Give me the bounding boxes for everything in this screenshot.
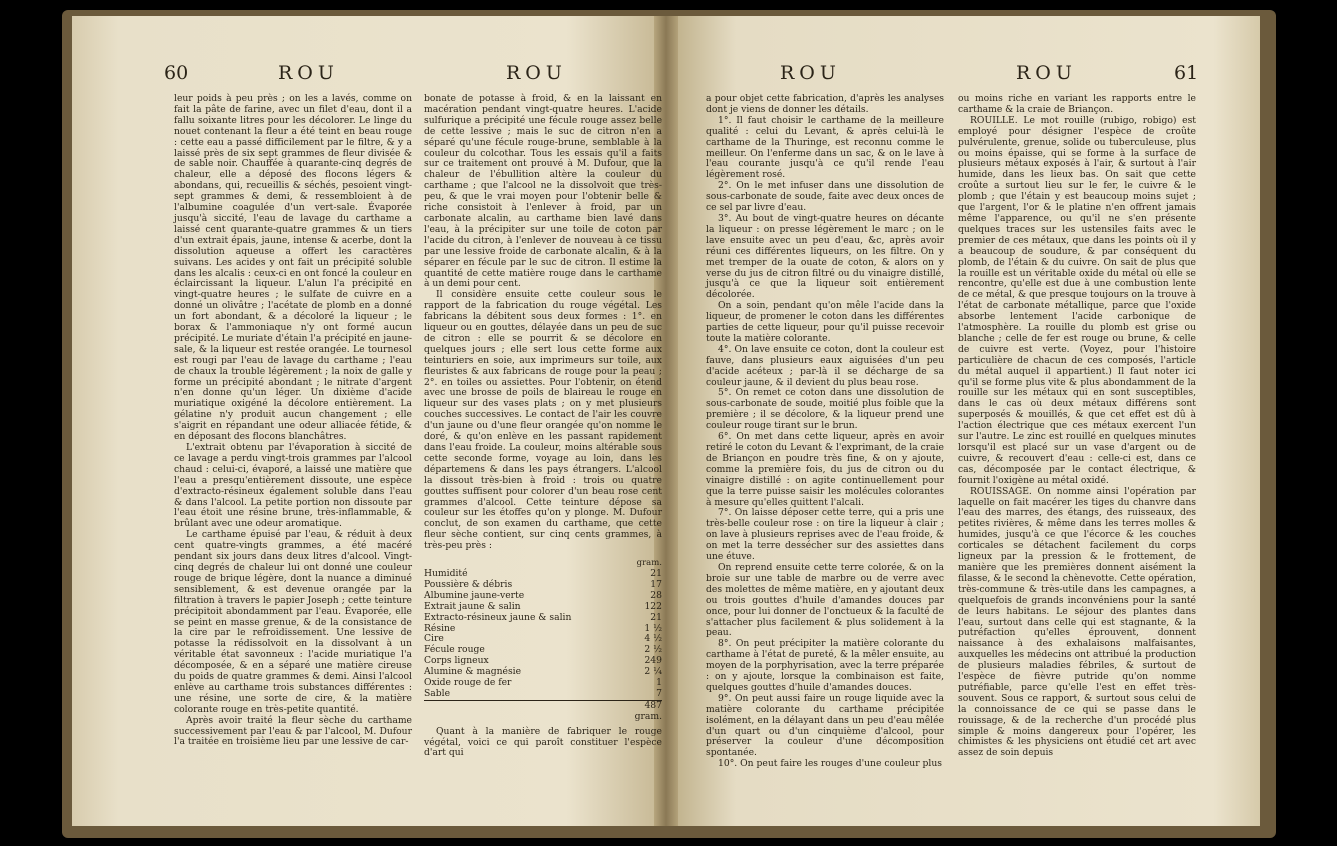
ingredient-label: Extrait jaune & salin [424, 600, 521, 612]
table-total-row [424, 700, 662, 722]
paragraph: a pour objet cette fabrication, d'après les analyses dont je viens de donner les détails. [706, 93, 944, 115]
paragraph: 4°. On lave ensuite ce coton, dont la couleur est fauve, dans plusieurs eaux aiguisées d'un peu d'acide acéteux ; par-là il se décharge de sa couleur jaune, & il devient du plus beau rose. [706, 343, 944, 388]
running-head: ROU [506, 62, 567, 84]
paragraph: 1°. Il faut choisir le carthame de la meilleure qualité : celui du Levant, & après celui-là le carthame de la Thuringe, est reconnu comme le meilleur. On l'enferme dans un sac, & on le lave à l'eau courante jusqu'à ce qu'il rende l'eau légèrement rosé. [706, 114, 944, 181]
ingredient-label: Albumine jaune-verte [424, 589, 525, 601]
paragraph: On reprend ensuite cette terre colorée, & on la broie sur une table de marbre ou de verre avec des molettes de même matière, en y ajoutant deux ou trois gouttes d'huile d'amandes douces par once, pour lui donner de l'onctueux & la faculté de s'attacher plus facilement & plus solidement à la peau. [706, 561, 944, 639]
paragraph: Le carthame épuisé par l'eau, & réduit à deux cent quatre-vingts grammes, a été macéré pendant six jours dans deux litres d'alcool. Vingt-cinq degrés de chaleur lui ont donné une couleur rouge de brique légère, dont la nuance a diminué sensiblement, & est devenue orangée par la filtration à travers le papier Joseph ; cette teinture précipitoit abondamment par l'eau. Évaporée, elle se peint en masse grenue, & de la consistance de la cire par le refroidissement. Une lessive de potasse la rédissolvoit en la dissolvant à un véritable état savonneux : l'acide muriatique l'a décomposée, & en a séparé une matière cireuse du poids de quatre grammes & demi. Ainsi l'alcool enlève au carthame trois substances différentes : une résine, une sorte de cire, & la matière colorante rouge en très-petite quantité. [174, 529, 412, 715]
page-number: 60 [164, 62, 189, 84]
running-head: ROU [780, 62, 841, 84]
ingredient-value: 2 ½ [644, 644, 662, 656]
paragraph: 10°. On peut faire les rouges d'une couleur plus [718, 758, 942, 770]
table-row [424, 613, 662, 624]
composition-table [424, 558, 662, 723]
left-page-column-1 [174, 94, 412, 748]
paragraph: bonate de potasse à froid, & en la laissant en macération pendant vingt-quatre heures. L'acide sulfurique a précipité une fécule rouge assez belle de cette lessive ; mais le suc de citron n'en a séparé qu'une fécule rouge-brune, semblable à la couleur du colcothar. Tous les essais qu'il a faits sur ce traitement ont prouvé à M. Dufour, que la chaleur de l'ébullition altère la couleur du carthame ; que l'alcool ne la dissolvoit que très-peu, & que le vrai moyen pour l'obtenir belle & riche consistoit à l'enlever à froid, par un carbonate alcalin, au carthame bien lavé dans l'eau, à la précipiter sur une toile de coton par l'acide du citron, à l'enlever de nouveau à ce tissu par une lessive froide de carbonate alcalin, & à la séparer en fécule par le suc de citron. Il estime la quantité de cette matière rouge dans le carthame à un demi pour cent. [424, 93, 662, 290]
ingredient-value: 21 [650, 567, 662, 579]
paragraph: 7°. On laisse déposer cette terre, qui a pris une très-belle couleur rose : on tire la liqueur à clair ; on lave à plusieurs reprises avec de l'eau froide, & on met la terre dessécher sur des assiettes dans une étuve. [706, 507, 944, 563]
ingredient-value: 2 ¼ [644, 666, 662, 678]
right-page-header [678, 60, 1260, 86]
paragraph: Quant à la manière de fabriquer le rouge végétal, voici ce qui paroît constituer l'espèce d'art qui [424, 725, 662, 759]
paragraph: 9°. On peut aussi faire un rouge liquide avec la matière colorante du carthame précipitée isolément, en la délayant dans un peu d'eau mêlée d'un quart ou d'un cinquième d'alcool, pour préserver la couleur d'une décomposition spontanée. [706, 692, 944, 759]
left-page-header [72, 60, 654, 86]
paragraph: leur poids à peu près ; on les a lavés, comme on fait la pâte de farine, avec un filet d'eau, dont il a fallu soixante litres pour les décolorer. Le linge du nouet contenant la fleur a été teint en beau rouge : cette eau a passé difficilement par le filtre, & y a laissé près de six sept grammes de fleur divisée & de sable noir. Chauffée à quarante-cinq degrés de chaleur, elle a déposé des flocons légers & abondans, qui, recueillis & séchés, pesoient vingt-sept grammes & demi, & ressembloient à de l'albumine coagulée d'un vert-sale. Évaporée jusqu'à siccité, l'eau de lavage du carthame a laissé cent quarante-quatre grammes & un tiers d'un extrait épais, jaune, intense & acerbe, dont la dissolution aqueuse a offert les caractères suivans. Les acides y ont fait un précipité soluble dans les alcalis : ceux-ci en ont foncé la couleur en éclaircissant la liqueur. L'alun l'a précipité en vingt-quatre heures ; le sulfate de cuivre en a donné un olivâtre ; l'acétate de plomb en a donné un fort abondant, & a décoloré la liqueur ; le borax & l'ammoniaque n'y ont formé aucun précipité. Le muriate d'étain l'a précipité en jaune-sale, & la liqueur est restée orangée. Le tournesol est rougi par l'eau de lavage du carthame ; l'eau de chaux la trouble légèrement ; la noix de galle y forme un précipité abondant ; le nitrate d'argent n'en donne qu'un léger. Un dixième d'acide muriatique oxigéné la décolore entièrement. La gélatine n'y produit aucun changement ; elle s'aigrit en répandant une odeur alliacée fétide, & en déposant des flocons blanchâtres. [174, 93, 412, 443]
paragraph: 2°. On le met infuser dans une dissolution de sous-carbonate de soude, faite avec deux onces de ce sel par livre d'eau. [706, 180, 944, 214]
article-rouille: ROUILLE. Le mot rouille (rubigo, robigo) est employé pour désigner l'espèce de croûte pulvérulente, grenue, solide ou tuberculeuse, plus ou moins épaisse, qui se forme à la surface de plusieurs métaux exposés à l'air, & surtout à l'air humide, dans les lieux bas. On sait que cette croûte a surtout lieu sur le fer, le cuivre & le plomb ; que l'étain y est beaucoup moins sujet ; que l'argent, l'or & le platine n'en offrent jamais même l'apparence, ou qu'il ne s'en présente quelques traces sur les ustensiles faits avec le premier de ces métaux, que dans les points où il y a beaucoup de soudure, & par conséquent du plomb, de l'étain & du cuivre. On sait de plus que la rouille est un véritable oxide du métal où elle se rencontre, qu'elle est due à une combustion lente de ce métal, & que presque toujours on la trouve à l'état de carbonate métallique, parce que l'oxide absorbe lentement l'acide carbonique de l'atmosphère. La rouille du plomb est grise ou blanche ; celle de fer est rouge ou brune, & celle de cuivre est verte. (Voyez, pour l'histoire particulière de chacun de ces composés, l'article du métal auquel il appartient.) Il faut noter ici qu'il se forme plus vite & plus abondamment de la rouille sur les métaux qui en sont susceptibles, dans le cas où deux métaux différens sont superposés & mouillés, & que cet effet est dû à l'action électrique que ces métaux exercent l'un sur l'autre. Le zinc est rouillé en quelques minutes lorsqu'il est placé sur un vase d'argent ou de cuivre, & recouvert d'eau : celle-ci est, dans ce cas, décomposée par le contact électrique, & fournit l'oxigène au métal oxidé. [958, 114, 1196, 486]
left-page-column-2 [424, 94, 662, 759]
paragraph: 3°. Au bout de vingt-quatre heures on décante la liqueur : on presse légèrement le marc ; on le lave ensuite avec un peu d'eau, &c, après avoir réuni ces différentes liqueurs, on les filtre. On y met tremper de la ouate de coton, & alors on y verse du jus de citron filtré ou du vinaigre distillé, jusqu'à ce que la liqueur soit entièrement décolorée. [706, 212, 944, 301]
page-number: 61 [1174, 62, 1199, 84]
right-page [678, 16, 1260, 826]
table-row [424, 678, 662, 689]
paragraph: Il considère ensuite cette couleur sous le rapport de la fabrication du rouge végétal. Les fabricans la débitent sous deux formes : 1°. en liqueur ou en gouttes, délayée dans un peu de suc de citron : elle se pourrit & se décolore en quelques jours ; elle sert lous cette forme aux teinturiers en soie, aux imprimeurs sur toile, aux fleuristes & aux fabricans de rouge pour la peau ; 2°. en toiles ou assiettes. Pour l'obtenir, on étend avec une brosse de poils de blaireau le rouge en liqueur sur des vases plats ; on y met plusieurs couches successives. Le contact de l'air les couvre d'un jaune ou d'une fleur orangée qu'on nomme le doré, & qu'on enlève en les passant rapidement dans l'eau froide. La couleur, moins altérable sous cette seconde forme, voyage au loin, dans les départemens & dans les pays étrangers. L'alcool la dissout très-bien à froid : trois ou quatre gouttes suffisent pour colorer d'un beau rose cent grammes d'alcool. Cette teinture dépose sa couleur sur les étoffes qu'on y plonge. M. Dufour conclut, de son examen du carthame, que cette fleur sèche contient, sur cinq cents grammes, à très-peu près : [424, 289, 662, 552]
ingredient-value: 122 [644, 600, 662, 612]
ingredient-label: Alumine & magnésie [424, 666, 522, 678]
table-total: 487 gram. [624, 700, 662, 722]
ingredient-value: 4 ½ [644, 633, 662, 645]
ingredient-label: Corps ligneux [424, 655, 489, 667]
paragraph: Après avoir traité la fleur sèche du carthame successivement par l'eau & par l'alcool, M. Dufour l'a traitée en troisième lieu par une lessive de car- [174, 714, 412, 748]
ingredient-label: Oxide rouge de fer [424, 677, 512, 689]
unit-header: gram. [636, 558, 662, 569]
ingredient-label: Extracto-résineux jaune & salin [424, 611, 572, 623]
left-page [72, 16, 662, 826]
right-page-column-1 [706, 94, 944, 770]
paragraph: ou moins riche en variant les rapports entre le carthame & la craie de Briançon. [958, 93, 1196, 115]
ingredient-label: Humidité [424, 567, 468, 579]
right-page-column-2 [958, 94, 1196, 759]
paragraph: 8°. On peut précipiter la matière colorante du carthame à l'état de pureté, & la mêler ensuite, au moyen de la porphyrisation, avec la terre préparée : on y ajoute, lorsque la combinaison est faite, quelques gouttes d'huile d'amandes douces. [706, 638, 944, 693]
ingredient-value: 17 [650, 578, 662, 590]
running-head: ROU [1016, 62, 1077, 84]
table-row [424, 689, 662, 700]
ingredient-value: 1 ½ [644, 622, 662, 634]
table-row [424, 624, 662, 635]
paragraph: L'extrait obtenu par l'évaporation à siccité de ce lavage a perdu vingt-trois grammes par l'alcool chaud : celui-ci, évaporé, a laissé une matière que l'eau a presqu'entièrement dissoute, une espèce d'extracto-résineux également soluble dans l'eau & dans l'alcool. La petite portion non dissoute par l'eau étoit une résine brune, très-inflammable, & brûlant avec une odeur aromatique. [174, 442, 412, 530]
ingredient-value: 28 [650, 589, 662, 601]
table-cell [424, 700, 624, 722]
ingredient-label: Cire [424, 633, 444, 645]
ingredient-label: Fécule rouge [424, 644, 485, 656]
paragraph: 6°. On met dans cette liqueur, après en avoir retiré le coton du Levant & l'exprimant, de la craie de Briançon en poudre très fine, & on y ajoute, comme la première fois, du jus de citron ou du vinaigre distillé : on agite continuellement pour que la terre puisse saisir les molécules colorantes à mesure qu'elles quittent l'alcali. [706, 431, 944, 508]
paragraph: On a soin, pendant qu'on mêle l'acide dans la liqueur, de promener le coton dans les différentes parties de cette liqueur, pour qu'il puisse recevoir toute la matière colorante. [706, 300, 944, 344]
ingredient-label: Poussière & débris [424, 578, 513, 590]
article-rouissage: ROUISSAGE. On nomme ainsi l'opération par laquelle on fait macérer les tiges du chanvre dans l'eau des marres, des étangs, des ruisseaux, des petites rivières, & même dans les terres molles & humides, jusqu'à ce que l'écorce & les couches corticales se détachent facilement du corps ligneux par la pression & le frottement, de manière que les premières donnent aisément la filasse, & le second la chènevotte. Cette opération, très-commune & très-utile dans les campagnes, a quelquefois de grands inconvéniens pour la santé de leurs habitans. Le séjour des plantes dans l'eau, surtout dans celle qui est stagnante, & la putréfaction qu'elles éprouvent, donnent naissance à des exhalaisons malfaisantes, auxquelles les médecins ont attribué la production de plusieurs maladies fébriles, & surtout de l'espèce de fièvre putride qu'on nomme putréfiable, parce qu'elle l'est en effet très-souvent. Sous ce rapport, & surtout sous celui de la connoissance de ce qui se passe dans le rouissage, & de la recherche d'un procédé plus simple & moins dangereux pour l'opérer, les chimistes & les physiciens ont étudié cet art avec assez de soin depuis [958, 485, 1196, 759]
paragraph: 5°. On remet ce coton dans une dissolution de sous-carbonate de soude, moitié plus foible que la première ; il se décolore, & la liqueur prend une couleur rouge tirant sur le brun. [706, 387, 944, 432]
table-row [424, 602, 662, 613]
ingredient-value: 249 [644, 655, 662, 667]
running-head: ROU [278, 62, 339, 84]
ingredient-value: 1 [656, 677, 662, 689]
ingredient-value: 7 [656, 687, 662, 699]
ingredient-value: 21 [650, 611, 662, 623]
ingredient-label: Sable [424, 687, 451, 699]
ingredient-label: Résine [424, 622, 456, 634]
